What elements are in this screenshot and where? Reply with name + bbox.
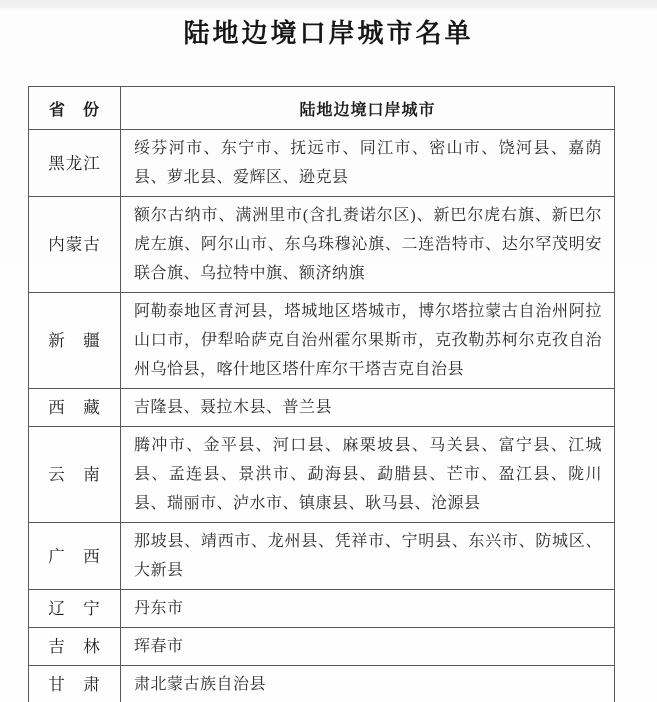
cities-cell: 腾冲市、金平县、河口县、麻栗坡县、马关县、富宁县、江城县、孟连县、景洪市、勐海县、勐腊县、芒市、盈江县、陇川县、瑞丽市、泸水市、镇康县、耿马县、沧源县 — [121, 427, 615, 523]
province-cell: 甘 肃 — [29, 666, 121, 702]
page-title: 陆地边境口岸城市名单 — [183, 19, 474, 48]
cities-cell: 珲春市 — [121, 628, 615, 666]
table-row — [29, 293, 615, 389]
province-cell: 黑龙江 — [29, 130, 121, 197]
province-cell: 广 西 — [29, 523, 121, 590]
province-cell: 云 南 — [29, 427, 121, 523]
province-cell: 新 疆 — [29, 293, 121, 389]
table-row — [29, 628, 615, 666]
table-row — [29, 197, 615, 293]
table-row — [29, 523, 615, 590]
province-cell: 吉 林 — [29, 628, 121, 666]
cities-cell: 肃北蒙古族自治县 — [121, 666, 615, 702]
border-cities-table — [28, 86, 615, 702]
table-row — [29, 130, 615, 197]
province-cell: 西 藏 — [29, 389, 121, 427]
table-header-row — [29, 87, 615, 130]
cities-cell: 丹东市 — [121, 590, 615, 628]
scan-top-shading — [0, 0, 657, 8]
cities-cell: 额尔古纳市、满洲里市(含扎赉诺尔区)、新巴尔虎右旗、新巴尔虎左旗、阿尔山市、东乌珠穆沁旗、二连浩特市、达尔罕茂明安联合旗、乌拉特中旗、额济纳旗 — [121, 197, 615, 293]
province-cell: 辽 宁 — [29, 590, 121, 628]
table-row — [29, 389, 615, 427]
cities-cell: 绥芬河市、东宁市、抚远市、同江市、密山市、饶河县、嘉荫县、萝北县、爱辉区、逊克县 — [121, 130, 615, 197]
table-row — [29, 427, 615, 523]
cities-cell: 那坡县、靖西市、龙州县、凭祥市、宁明县、东兴市、防城区、大新县 — [121, 523, 615, 590]
cities-cell: 阿勒泰地区青河县，塔城地区塔城市，博尔塔拉蒙古自治州阿拉山口市，伊犁哈萨克自治州霍尔果斯市，克孜勒苏柯尔克孜自治州乌恰县，喀什地区塔什库尔干塔吉克自治县 — [121, 293, 615, 389]
cities-column-header: 陆地边境口岸城市 — [121, 87, 615, 130]
province-column-header: 省 份 — [29, 87, 121, 130]
table-row — [29, 666, 615, 702]
table-row — [29, 590, 615, 628]
province-cell: 内蒙古 — [29, 197, 121, 293]
cities-cell: 吉隆县、聂拉木县、普兰县 — [121, 389, 615, 427]
